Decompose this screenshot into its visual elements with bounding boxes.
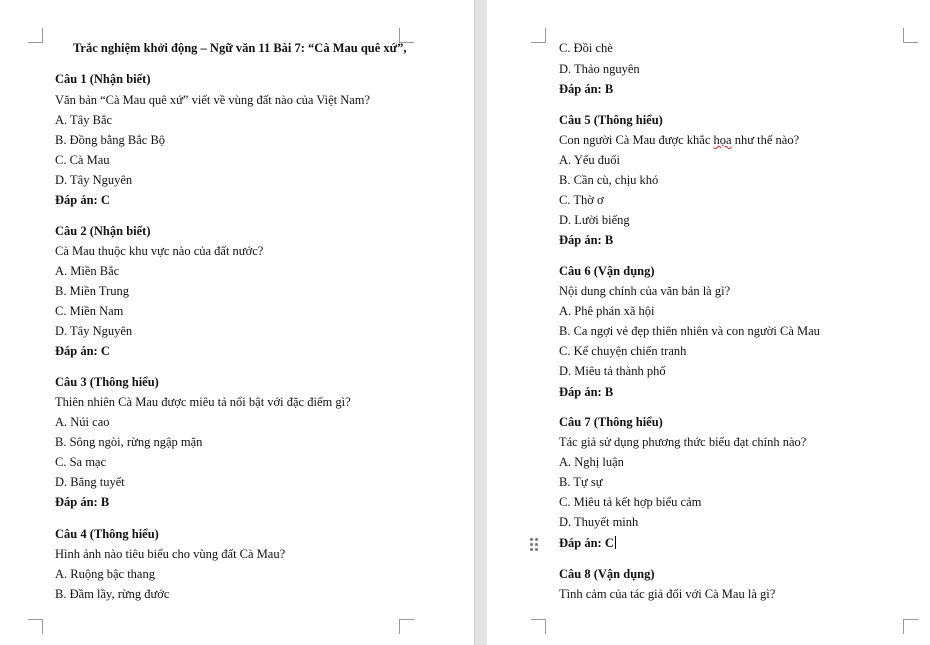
question-2-option-d[interactable]: D. Tây Nguyên — [55, 324, 133, 338]
question-4-heading[interactable]: Câu 4 (Thông hiểu) — [55, 527, 159, 541]
question-6-option-d[interactable]: D. Miêu tả thành phố — [559, 364, 666, 378]
question-1-heading[interactable]: Câu 1 (Nhận biết) — [55, 72, 151, 86]
drag-handle-icon[interactable] — [530, 538, 538, 552]
crop-mark-bottom-left — [531, 619, 546, 634]
crop-mark-bottom-left — [28, 619, 43, 634]
question-6-option-c[interactable]: C. Kể chuyện chiến tranh — [559, 344, 687, 358]
question-5-option-a[interactable]: A. Yếu đuối — [559, 153, 620, 167]
question-5-option-c[interactable]: C. Thờ ơ — [559, 193, 604, 207]
question-3-text[interactable]: Thiên nhiên Cà Mau được miêu tả nổi bật với đặc điểm gì? — [55, 395, 351, 409]
question-2-option-a[interactable]: A. Miền Bắc — [55, 264, 120, 278]
question-6-text[interactable]: Nội dung chính của văn bản là gì? — [559, 284, 731, 298]
question-5-option-d[interactable]: D. Lười biếng — [559, 213, 630, 227]
question-4-text[interactable]: Hình ảnh nào tiêu biểu cho vùng đất Cà Mau? — [55, 547, 286, 561]
question-3-option-a[interactable]: A. Núi cao — [55, 415, 110, 429]
question-5-option-b[interactable]: B. Cần cù, chịu khó — [559, 173, 659, 187]
question-7-option-d[interactable]: D. Thuyết minh — [559, 515, 639, 529]
question-2-text[interactable]: Cà Mau thuộc khu vực nào của đất nước? — [55, 244, 264, 258]
question-7-heading[interactable]: Câu 7 (Thông hiểu) — [559, 415, 663, 429]
question-7-option-b[interactable]: B. Tự sự — [559, 475, 603, 489]
question-1-option-d[interactable]: D. Tây Nguyên — [55, 173, 133, 187]
question-5-text-start: Con người Cà Mau được khắc — [559, 133, 714, 147]
question-5-heading[interactable]: Câu 5 (Thông hiểu) — [559, 113, 663, 127]
question-6-option-b[interactable]: B. Ca ngợi vẻ đẹp thiên nhiên và con người Cà Mau — [559, 324, 820, 338]
question-1-text[interactable]: Văn bản “Cà Mau quê xứ” viết về vùng đất nào của Việt Nam? — [55, 93, 371, 107]
question-1-answer[interactable]: Đáp án: C — [55, 193, 110, 207]
question-4-option-d[interactable]: D. Thảo nguyên — [559, 62, 640, 76]
question-1-option-c[interactable]: C. Cà Mau — [55, 153, 110, 167]
question-3-option-b[interactable]: B. Sông ngòi, rừng ngập mặn — [55, 435, 203, 449]
question-3-answer[interactable]: Đáp án: B — [55, 495, 110, 509]
question-2-heading[interactable]: Câu 2 (Nhận biết) — [55, 224, 151, 238]
question-4-option-c[interactable]: C. Đồi chè — [559, 41, 613, 55]
question-6-heading[interactable]: Câu 6 (Vận dụng) — [559, 264, 655, 278]
question-3-option-d[interactable]: D. Băng tuyết — [55, 475, 125, 489]
question-5-text-end: như thế nào? — [731, 133, 800, 147]
question-5-text[interactable] — [559, 133, 799, 148]
question-2-option-b[interactable]: B. Miền Trung — [55, 284, 129, 298]
crop-mark-top-right — [903, 28, 918, 43]
question-1-option-b[interactable]: B. Đồng bằng Bắc Bộ — [55, 133, 166, 147]
question-7-answer-text: Đáp án: C — [559, 536, 614, 550]
crop-mark-bottom-right — [399, 619, 414, 634]
crop-mark-top-left — [531, 28, 546, 43]
question-1-option-a[interactable]: A. Tây Bắc — [55, 113, 113, 127]
document-title[interactable]: Trắc nghiệm khởi động – Ngữ văn 11 Bài 7: “Cà Mau quê xứ”, — [73, 41, 407, 55]
question-6-option-a[interactable]: A. Phê phán xã hội — [559, 304, 655, 318]
question-7-option-a[interactable]: A. Nghị luận — [559, 455, 624, 469]
crop-mark-top-left — [28, 28, 43, 43]
question-2-option-c[interactable]: C. Miền Nam — [55, 304, 124, 318]
page-gutter — [474, 0, 488, 645]
question-5-answer[interactable]: Đáp án: B — [559, 233, 614, 247]
question-3-heading[interactable]: Câu 3 (Thông hiểu) — [55, 375, 159, 389]
question-3-option-c[interactable]: C. Sa mạc — [55, 455, 107, 469]
question-4-answer[interactable]: Đáp án: B — [559, 82, 614, 96]
question-6-answer[interactable]: Đáp án: B — [559, 385, 614, 399]
document-page-2[interactable] — [487, 0, 930, 645]
question-4-option-a[interactable]: A. Ruộng bậc thang — [55, 567, 155, 581]
question-8-heading[interactable]: Câu 8 (Vận dụng) — [559, 567, 655, 581]
text-cursor — [615, 536, 617, 549]
spelling-flag[interactable]: họa — [713, 133, 732, 147]
question-4-option-b[interactable]: B. Đầm lầy, rừng đước — [55, 587, 170, 601]
question-2-answer[interactable]: Đáp án: C — [55, 344, 110, 358]
question-7-text[interactable]: Tác giả sử dụng phương thức biểu đạt chính nào? — [559, 435, 807, 449]
question-7-option-c[interactable]: C. Miêu tả kết hợp biểu cảm — [559, 495, 702, 509]
crop-mark-bottom-right — [903, 619, 918, 634]
question-8-text[interactable]: Tình cảm của tác giả đối với Cà Mau là gì? — [559, 587, 776, 601]
question-7-answer[interactable] — [559, 536, 616, 551]
